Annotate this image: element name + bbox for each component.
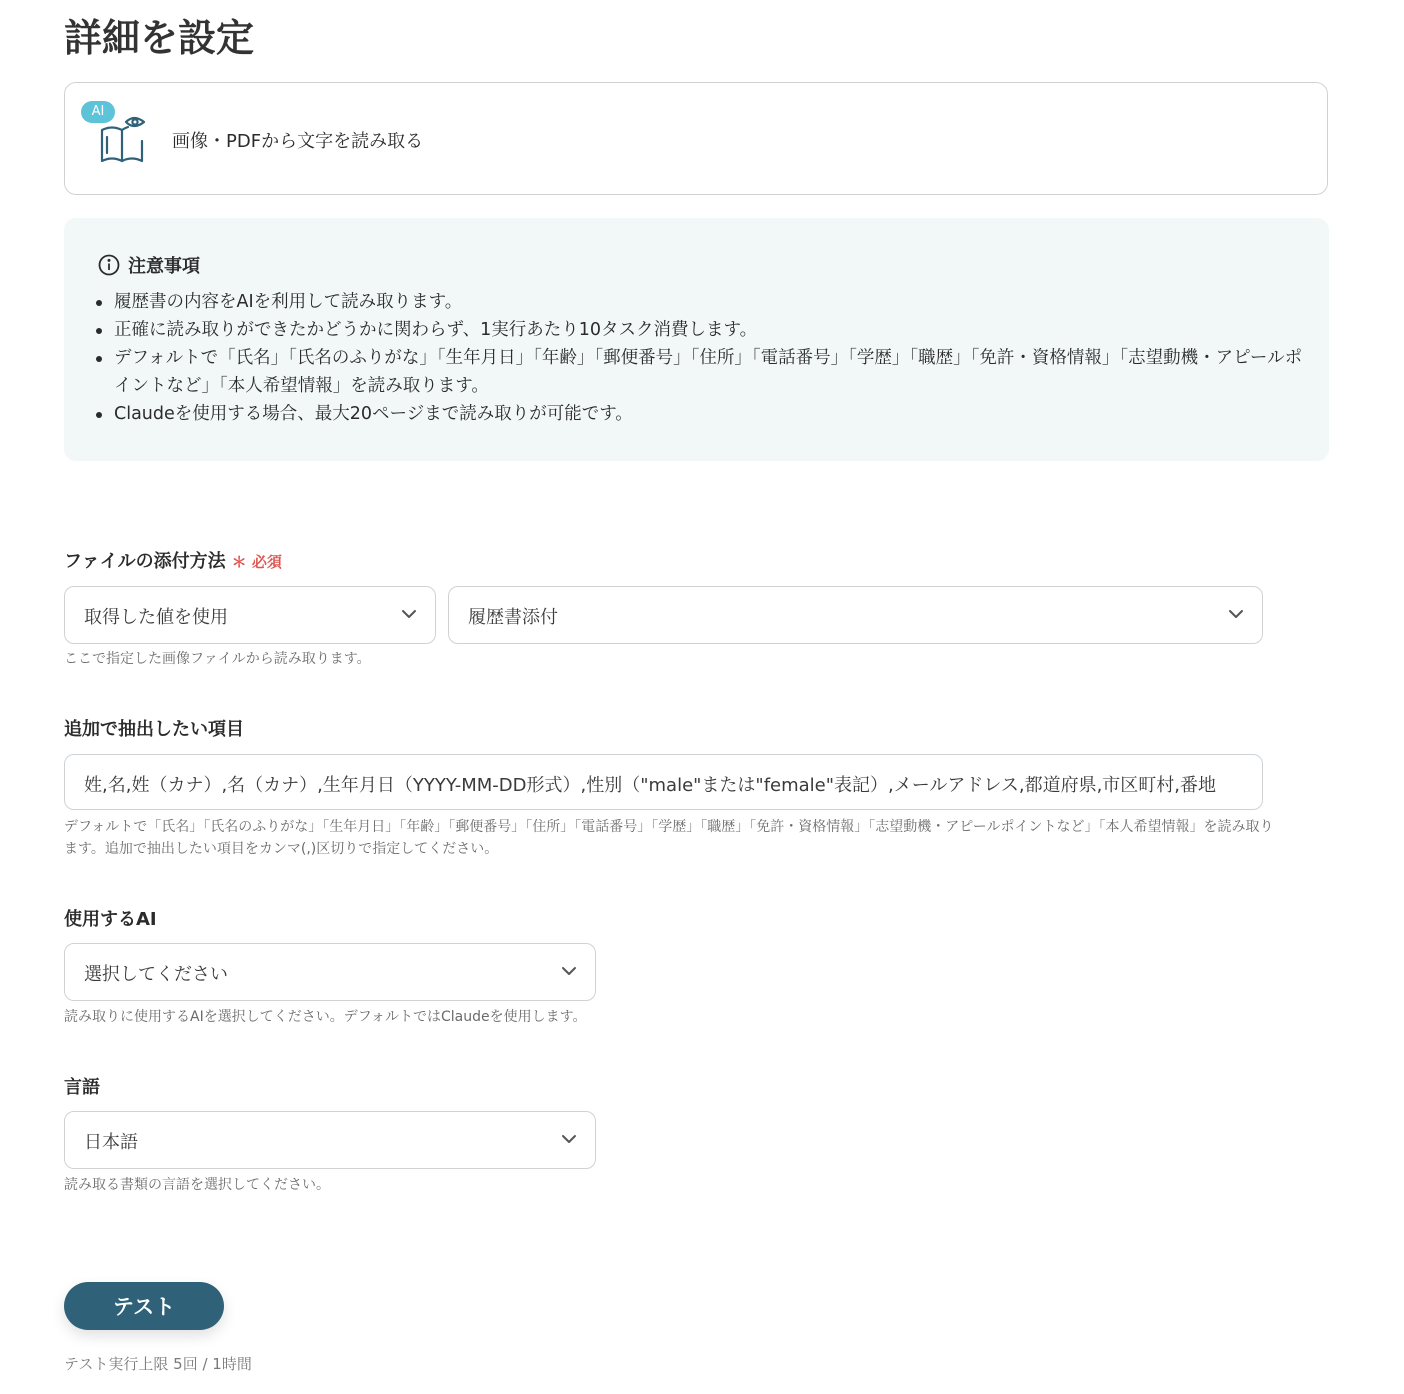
- ai-book-eye-icon: [81, 101, 153, 167]
- extra-fields-value: 姓,名,姓（カナ）,名（カナ）,生年月日（YYYY-MM-DD形式）,性別（"male"または"female"表記）,メールアドレス,都道府県,市区町村,番地: [84, 775, 1217, 796]
- attach-method-select[interactable]: [64, 586, 436, 644]
- ai-badge: AI: [81, 101, 115, 123]
- language-label: 言語: [64, 1077, 100, 1098]
- action-label: 画像・PDFから文字を読み取る: [172, 131, 424, 152]
- notice-item: デフォルトで「氏名」「氏名のふりがな」「生年月日」「年齢」「郵便番号」「住所」「電話番号」「学歴」「職歴」「免許・資格情報」「志望動機・アピールポイントなど」「本人希望情報」を読み取ります。: [114, 344, 1304, 400]
- attach-method-value: 取得した値を使用: [84, 607, 228, 628]
- ai-select-value: 選択してください: [84, 964, 228, 985]
- notice-title: 注意事項: [128, 256, 200, 277]
- attach-method-label-text: ファイルの添付方法: [64, 551, 226, 572]
- extra-fields-helper-line2: ます。追加で抽出したい項目をカンマ(,)区切りで指定してください。: [64, 841, 499, 857]
- page-title: 詳細を設定: [64, 16, 255, 60]
- chevron-down-icon: [561, 1134, 577, 1144]
- ai-select[interactable]: [64, 943, 596, 1001]
- info-icon: [98, 254, 120, 276]
- chevron-down-icon: [561, 966, 577, 976]
- notice-item: Claudeを使用する場合、最大20ページまで読み取りが可能です。: [114, 400, 1304, 428]
- notice-item: 正確に読み取りができたかどうかに関わらず、1実行あたり10タスク消費します。: [114, 316, 1304, 344]
- ai-helper: 読み取りに使用するAIを選択してください。デフォルトではClaudeを使用します。: [64, 1009, 587, 1025]
- chevron-down-icon: [1228, 609, 1244, 619]
- extra-fields-helper: [64, 816, 1273, 860]
- test-button[interactable]: テスト: [64, 1282, 224, 1330]
- notice-header: [98, 252, 200, 278]
- required-badge: ＊ 必須: [231, 553, 282, 571]
- attach-method-label: [64, 547, 282, 573]
- extra-fields-input[interactable]: [64, 754, 1263, 810]
- extra-fields-helper-line1: デフォルトで「氏名」「氏名のふりがな」「生年月日」「年齢」「郵便番号」「住所」「電話番号」「学歴」「職歴」「免許・資格情報」「志望動機・アピールポイントなど」「本人希望情報」を読み取り: [64, 819, 1274, 835]
- language-select[interactable]: [64, 1111, 596, 1169]
- notice-box: [64, 218, 1329, 461]
- extra-fields-label: 追加で抽出したい項目: [64, 719, 244, 740]
- action-card[interactable]: [64, 82, 1328, 195]
- test-limit-text: テスト実行上限 5回 / 1時間: [64, 1355, 252, 1373]
- language-helper: 読み取る書類の言語を選択してください。: [64, 1177, 330, 1193]
- chevron-down-icon: [401, 609, 417, 619]
- notice-item: 履歴書の内容をAIを利用して読み取ります。: [114, 288, 1304, 316]
- ai-label: 使用するAI: [64, 909, 157, 930]
- language-value: 日本語: [84, 1132, 138, 1153]
- attach-file-value: 履歴書添付: [468, 607, 558, 628]
- notice-list: [114, 288, 1304, 428]
- attach-helper: ここで指定した画像ファイルから読み取ります。: [64, 651, 371, 667]
- attach-file-select[interactable]: [448, 586, 1263, 644]
